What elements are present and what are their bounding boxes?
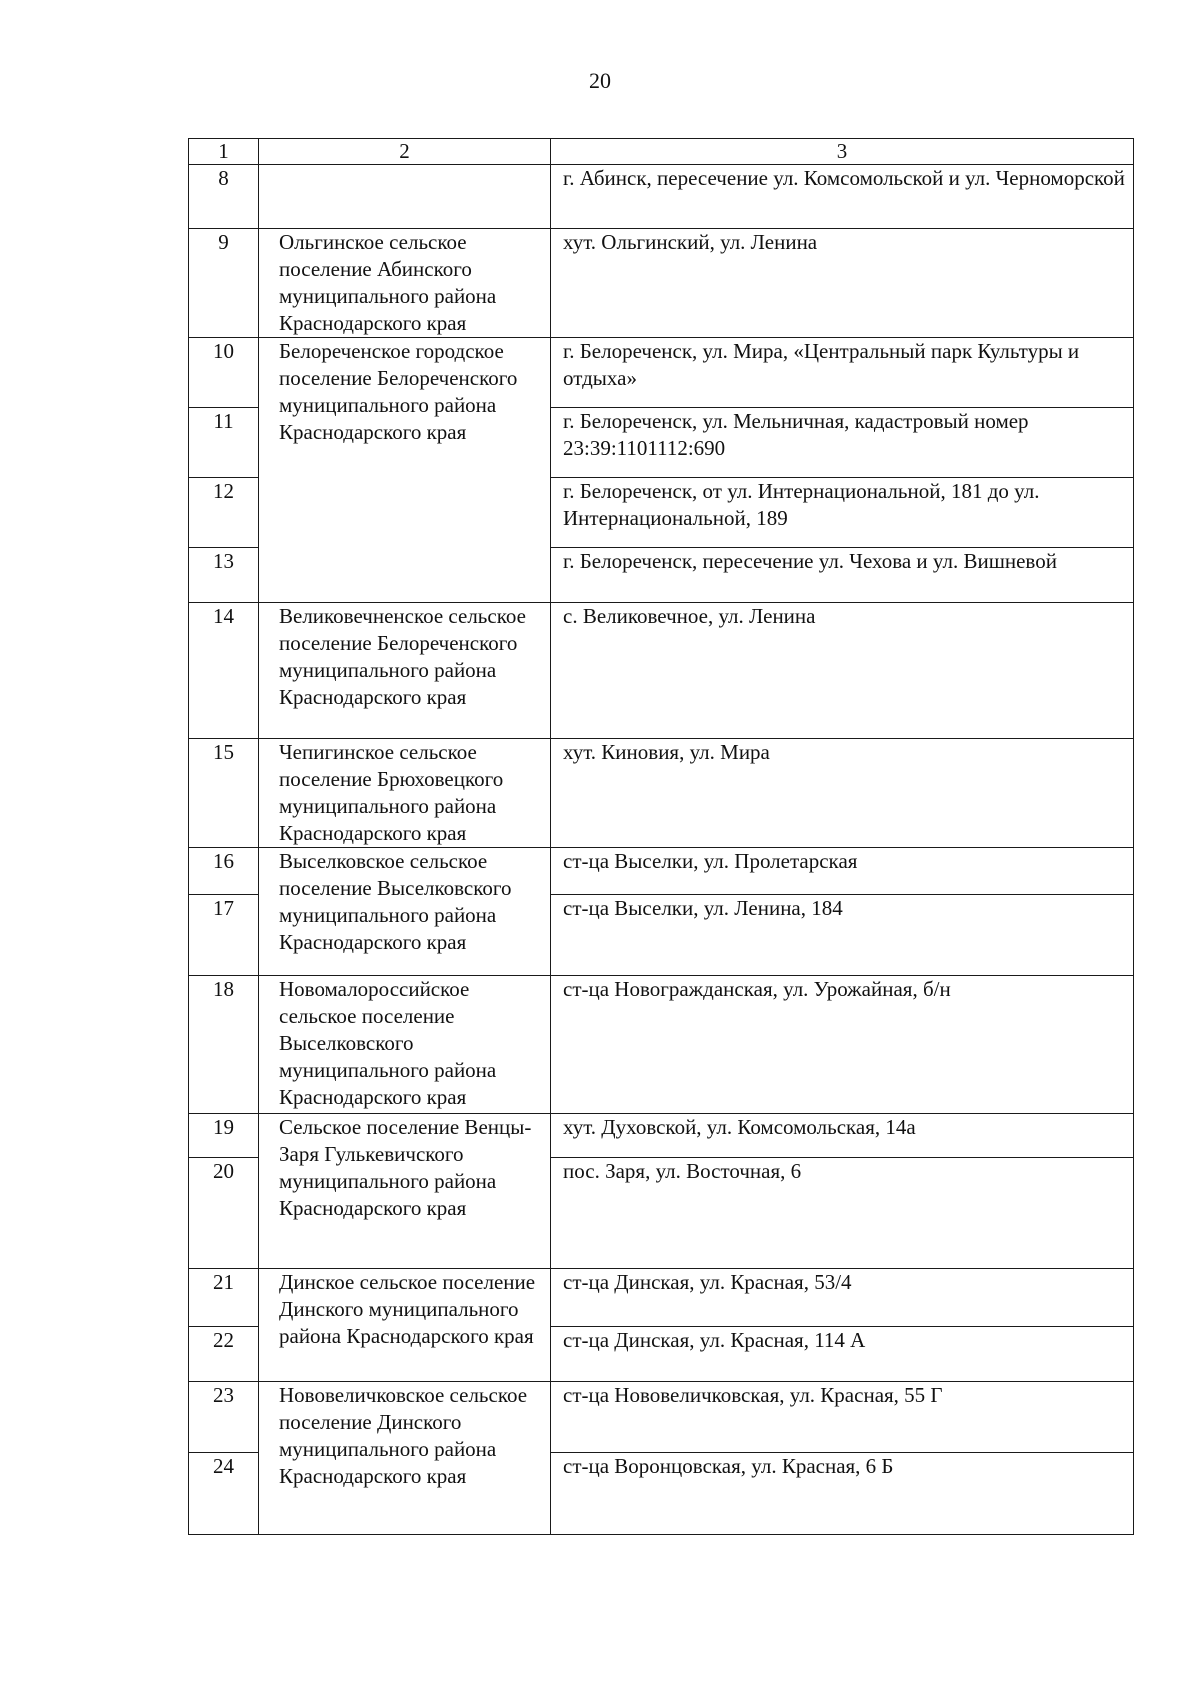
header-col-2: 2	[259, 139, 551, 165]
settlement-cell: Великовечненское сельское поселение Белореченского муниципального района Краснодарского края	[259, 603, 551, 739]
table-row	[189, 976, 1134, 1114]
address-cell: хут. Киновия, ул. Мира	[551, 739, 1134, 848]
row-number: 21	[189, 1269, 259, 1327]
row-number: 24	[189, 1453, 259, 1535]
table-row	[189, 165, 1134, 229]
header-col-3: 3	[551, 139, 1134, 165]
settlements-table	[188, 138, 1134, 1535]
row-number: 15	[189, 739, 259, 848]
settlement-cell: Чепигинское сельское поселение Брюховецкого муниципального района Краснодарского края	[259, 739, 551, 848]
table-row	[189, 229, 1134, 338]
row-number: 22	[189, 1327, 259, 1382]
address-cell: хут. Ольгинский, ул. Ленина	[551, 229, 1134, 338]
page-number: 20	[589, 68, 611, 93]
table-row	[189, 848, 1134, 895]
settlement-cell: Динское сельское поселение Динского муниципального района Краснодарского края	[259, 1269, 551, 1382]
row-number: 11	[189, 408, 259, 478]
row-number: 12	[189, 478, 259, 548]
address-cell: пос. Заря, ул. Восточная, 6	[551, 1158, 1134, 1269]
row-number: 8	[189, 165, 259, 229]
address-cell: с. Великовечное, ул. Ленина	[551, 603, 1134, 739]
row-number: 17	[189, 895, 259, 976]
row-number: 18	[189, 976, 259, 1114]
address-cell: ст-ца Выселки, ул. Пролетарская	[551, 848, 1134, 895]
row-number: 19	[189, 1114, 259, 1158]
settlement-cell: Выселковское сельское поселение Выселковского муниципального района Краснодарского края	[259, 848, 551, 976]
address-cell: г. Абинск, пересечение ул. Комсомольской и ул. Черноморской	[551, 165, 1134, 229]
address-cell: хут. Духовской, ул. Комсомольская, 14а	[551, 1114, 1134, 1158]
address-cell: ст-ца Динская, ул. Красная, 114 А	[551, 1327, 1134, 1382]
address-cell: г. Белореченск, от ул. Интернациональной, 181 до ул. Интернациональной, 189	[551, 478, 1134, 548]
table-header-row	[189, 139, 1134, 165]
settlement-cell: Ольгинское сельское поселение Абинского муниципального района Краснодарского края	[259, 229, 551, 338]
address-cell: г. Белореченск, ул. Мельничная, кадастровый номер 23:39:1101112:690	[551, 408, 1134, 478]
settlement-cell: Белореченское городское поселение Белореченского муниципального района Краснодарского края	[259, 338, 551, 603]
table-row	[189, 1114, 1134, 1158]
settlement-cell: Новомалороссийское сельское поселение Выселковского муниципального района Краснодарского края	[259, 976, 551, 1114]
row-number: 9	[189, 229, 259, 338]
address-cell: ст-ца Воронцовская, ул. Красная, 6 Б	[551, 1453, 1134, 1535]
address-cell: ст-ца Динская, ул. Красная, 53/4	[551, 1269, 1134, 1327]
row-number: 14	[189, 603, 259, 739]
address-cell: ст-ца Новогражданская, ул. Урожайная, б/н	[551, 976, 1134, 1114]
settlement-cell: Сельское поселение Венцы-Заря Гулькевичского муниципального района Краснодарского края	[259, 1114, 551, 1269]
address-cell: г. Белореченск, пересечение ул. Чехова и ул. Вишневой	[551, 548, 1134, 603]
row-number: 23	[189, 1382, 259, 1453]
row-number: 10	[189, 338, 259, 408]
row-number: 13	[189, 548, 259, 603]
table-row	[189, 338, 1134, 408]
address-cell: ст-ца Выселки, ул. Ленина, 184	[551, 895, 1134, 976]
settlement-cell	[259, 165, 551, 229]
row-number: 20	[189, 1158, 259, 1269]
address-cell: ст-ца Нововеличковская, ул. Красная, 55 Г	[551, 1382, 1134, 1453]
settlement-cell: Нововеличковское сельское поселение Динского муниципального района Краснодарского края	[259, 1382, 551, 1535]
table-row	[189, 739, 1134, 848]
table-row	[189, 603, 1134, 739]
address-cell: г. Белореченск, ул. Мира, «Центральный парк Культуры и отдыха»	[551, 338, 1134, 408]
table-row	[189, 1382, 1134, 1453]
row-number: 16	[189, 848, 259, 895]
header-col-1: 1	[189, 139, 259, 165]
table-row	[189, 1269, 1134, 1327]
